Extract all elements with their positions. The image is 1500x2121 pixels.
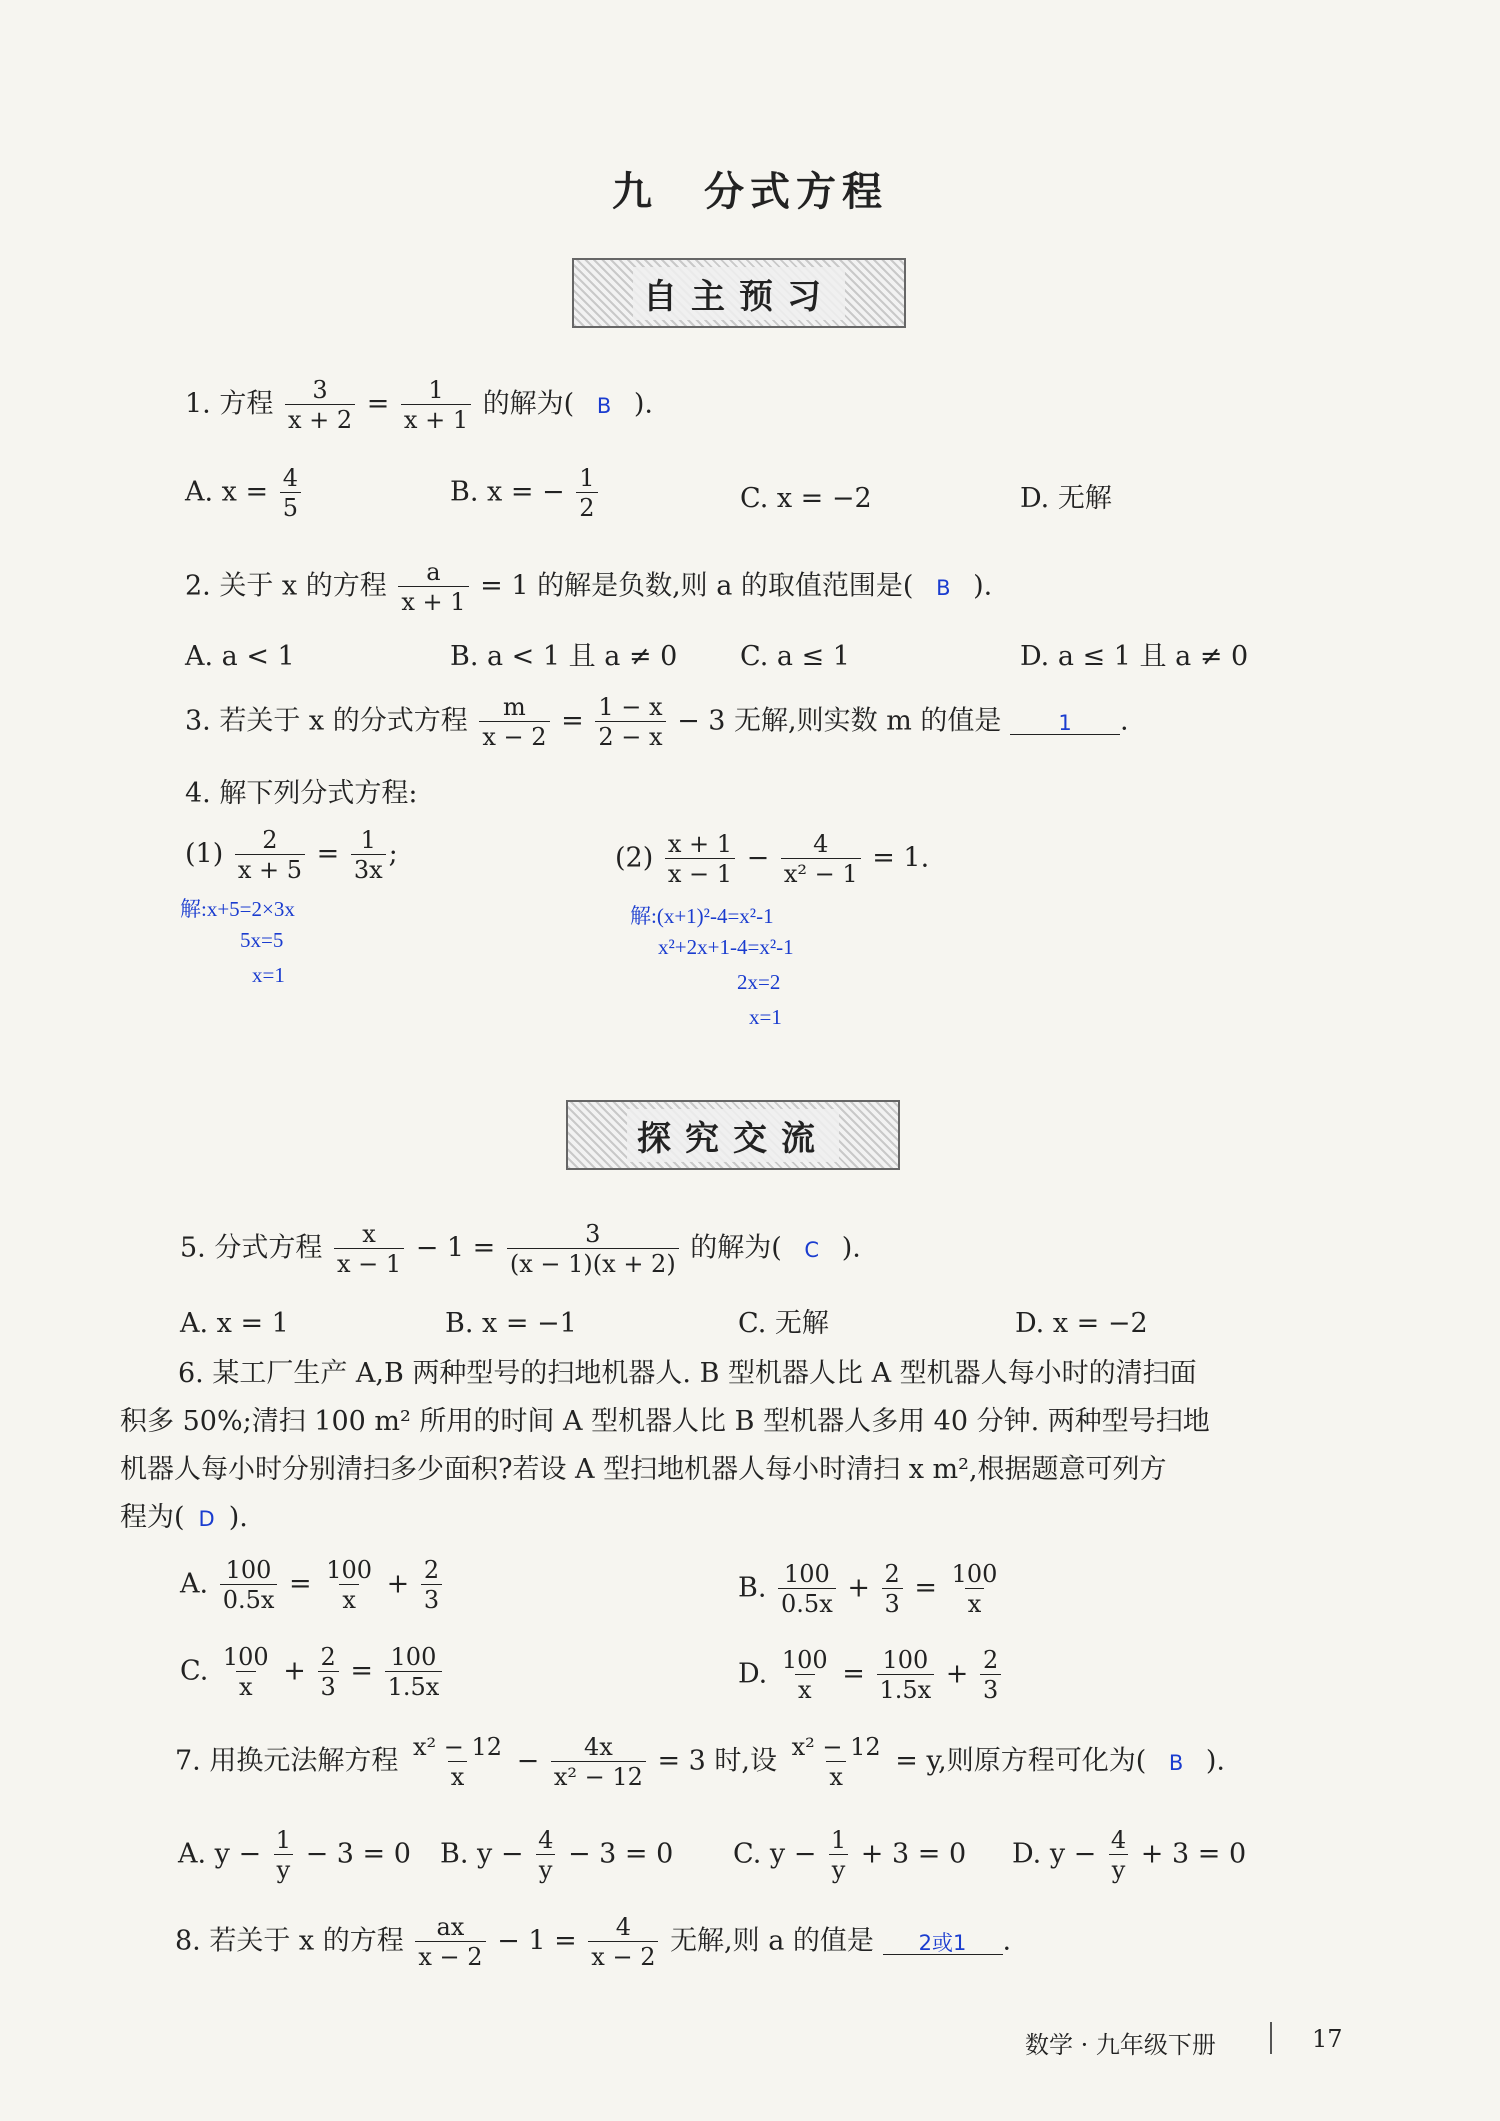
- question-8: 8. 若关于 x 的方程 $\frac{ax}{x - 2}$ − 1 = $\frac{4}{x - 2}$ 无解,则 a 的值是 2或1 .: [175, 1913, 1012, 1971]
- q5-option-b: B. x = −1: [445, 1308, 577, 1339]
- q4-part-2: (2) $\frac{x + 1}{x - 1}$ − $\frac{4}{\text{x² − 1}}$ = 1.: [615, 830, 930, 888]
- section-title-explore: 探究交流: [627, 1109, 839, 1162]
- q7-option-a: A. y − $\frac{1}{y}$ − 3 = 0: [178, 1826, 411, 1884]
- question-6: 6. 某工厂生产 A,B 两种型号的扫地机器人. B 型机器人比 A 型机器人每小时的清扫面 积多 50%;清扫 100 m² 所用的时间 A 型机器人比 B 型机器人多用 40 分钟. 两种型号扫地 机器人每小时分别清扫多少面积?若设 A 型扫地机器人每小时清扫 x m²,根据题意可列方 程为( D ).: [120, 1358, 1210, 1533]
- answer-1: B: [596, 393, 612, 418]
- fraction: $\frac{1}{x + 1}$: [401, 378, 471, 432]
- answer-7: B: [1168, 1750, 1184, 1775]
- q2-option-d: D. a ≤ 1 且 a ≠ 0: [1020, 641, 1249, 672]
- answer-3: 1: [1010, 713, 1120, 735]
- solution-2-line-4: x=1: [749, 1005, 782, 1029]
- q5-option-c: C. 无解: [738, 1308, 829, 1339]
- solution-1-line-3: x=1: [252, 963, 285, 987]
- q2-option-b: B. a < 1 且 a ≠ 0: [450, 641, 678, 672]
- answer-5: C: [804, 1237, 820, 1262]
- q1-option-b: B. x = − $\frac{1}{2}$: [450, 466, 601, 520]
- solution-2-line-1: 解:(x+1)²-4=x²-1: [630, 904, 774, 928]
- answer-2: B: [936, 575, 951, 600]
- footer-book: 数学 · 九年级下册: [1025, 2031, 1216, 2059]
- answer-8: 2或1: [883, 1933, 1003, 1955]
- section-title-preview: 自主预习: [633, 267, 845, 320]
- q7-option-b: B. y − $\frac{4}{y}$ − 3 = 0: [440, 1826, 674, 1884]
- q6-option-b: B. $\frac{100}{0.5x}$ + $\frac{2}{3}$ = $\frac{100}{x}$: [738, 1560, 998, 1618]
- page-title: 九 分式方程: [612, 168, 888, 215]
- question-7: 7. 用换元法解方程 $\frac{\text{x² − 12}}{x}$ − $\frac{4x}{\text{x² − 12}}$ = 3 时,设 $\frac{\text{x² − 12}}{x}$ = y,则原方程可化为( B ).: [175, 1733, 1226, 1791]
- q5-option-a: A. x = 1: [180, 1308, 289, 1339]
- q7-option-c: C. y − $\frac{1}{y}$ + 3 = 0: [733, 1826, 967, 1884]
- question-3: 3. 若关于 x 的分式方程 $\frac{m}{x - 2}$ = $\frac{1 - x}{2 - x}$ − 3 无解,则实数 m 的值是 1 .: [185, 693, 1129, 751]
- q4-part-1: (1) $\frac{2}{x + 5}$ = $\frac{1}{3x}$ ;: [185, 826, 398, 884]
- solution-2-line-2: x²+2x+1-4=x²-1: [658, 935, 794, 959]
- question-5: 5. 分式方程 $\frac{x}{x - 1}$ − 1 = $\frac{3}{(x - 1)(x + 2)}$ 的解为( C ).: [180, 1220, 861, 1278]
- solution-1-line-2: 5x=5: [240, 928, 284, 952]
- q6-option-d: D. $\frac{100}{x}$ = $\frac{100}{1.5x}$ + $\frac{2}{3}$: [738, 1648, 1004, 1702]
- section-banner-preview: [572, 258, 906, 328]
- q2-option-c: C. a ≤ 1: [740, 641, 850, 672]
- q1-option-d: D. 无解: [1020, 483, 1112, 514]
- q2-option-a: A. a < 1: [185, 641, 295, 672]
- q1-option-c: C. x = −2: [740, 483, 872, 514]
- fraction: $\frac{3}{x + 2}$: [285, 378, 355, 432]
- q6-option-a: A. $\frac{100}{0.5x}$ = $\frac{100}{x}$ + $\frac{2}{3}$: [180, 1558, 445, 1612]
- q5-option-d: D. x = −2: [1015, 1308, 1148, 1339]
- page-number: 17: [1312, 2025, 1343, 2053]
- question-4: 4. 解下列分式方程:: [185, 778, 418, 809]
- q7-option-d: D. y − $\frac{4}{y}$ + 3 = 0: [1012, 1826, 1247, 1884]
- q6-option-c: C. $\frac{100}{x}$ + $\frac{2}{3}$ = $\frac{100}{1.5x}$: [180, 1645, 445, 1699]
- answer-6: D: [198, 1507, 215, 1531]
- question-1: 1. 方程 $\frac{3}{x + 2}$ = $\frac{1}{x + 1}$ 的解为( B ).: [185, 376, 653, 434]
- solution-2-line-3: 2x=2: [737, 970, 781, 994]
- footer-divider: [1270, 2022, 1272, 2054]
- q1-option-a: A. x = $\frac{4}{5}$: [185, 466, 304, 520]
- solution-1-line-1: 解:x+5=2×3x: [180, 897, 295, 921]
- question-2: 2. 关于 x 的方程 $\frac{a}{x + 1}$ = 1 的解是负数,则 a 的取值范围是( B ).: [185, 558, 993, 616]
- section-banner-explore: [566, 1100, 900, 1170]
